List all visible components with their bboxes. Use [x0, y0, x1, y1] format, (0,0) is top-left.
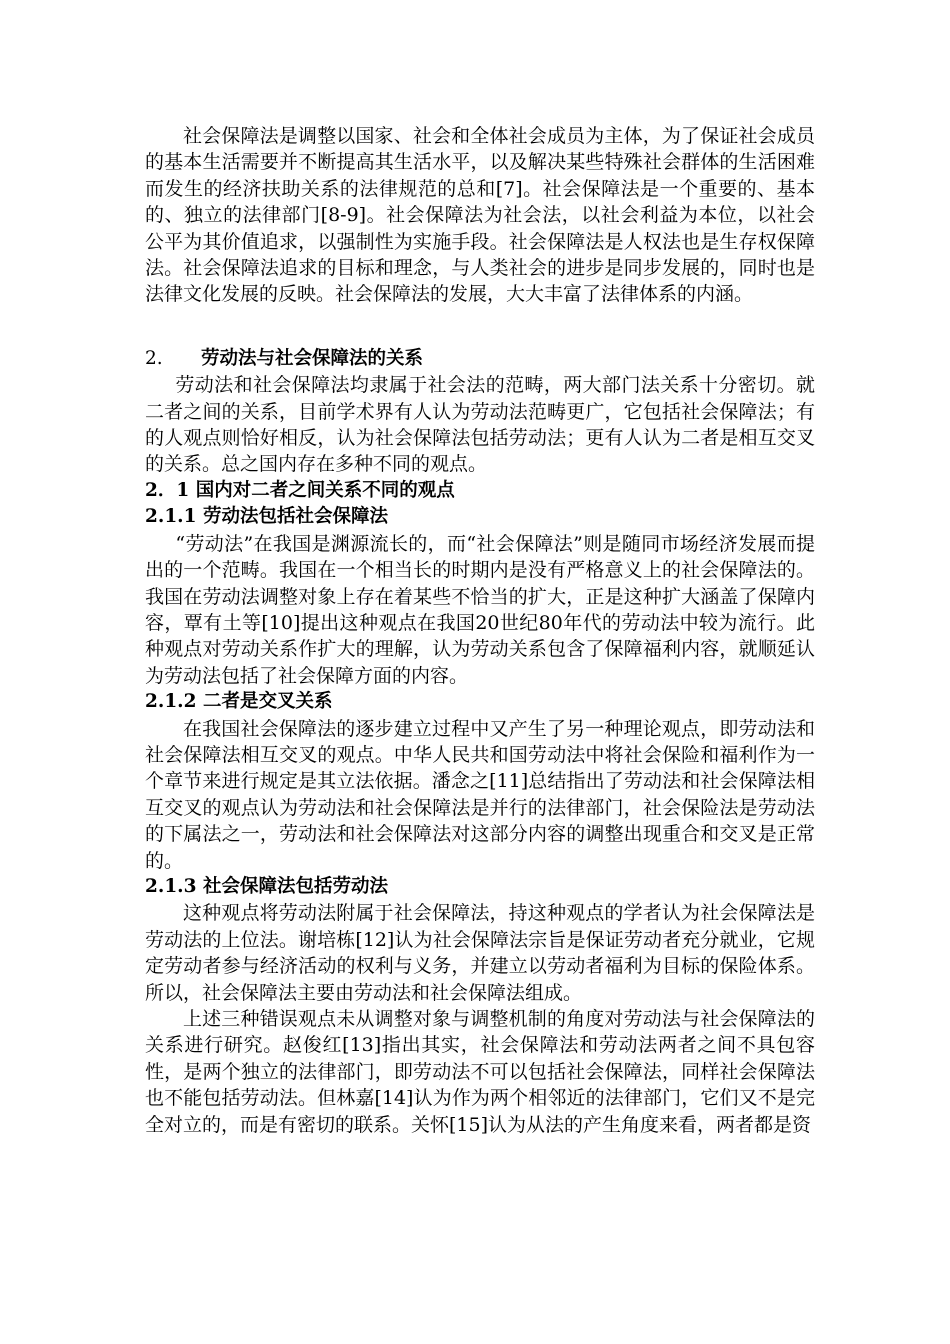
paragraph-social-security-includes: 这种观点将劳动法附属于社会保障法，持这种观点的学者认为社会保障法是劳动法的上位法。谢培栋[12]认为社会保障法宗旨是保证劳动者充分就业，它规定劳动者参与经济活动的权利与义务，并建立以劳动者福利为目标的保险体系。所以，社会保障法主要由劳动法和社会保障法组成。 — [145, 902, 815, 1004]
section-heading-2 — [145, 346, 815, 372]
paragraph-labor-law-includes: “劳动法”在我国是渊源流长的，而“社会保障法”则是随同市场经济发展而提出的一个范畴。我国在一个相当长的时期内是没有严格意义上的社会保障法的。我国在劳动法调整对象上存在着某些不恰当的扩大，正是这种扩大涵盖了保障内容，覃有土等[10]提出这种观点在我国20世纪80年代的劳动法中较为流行。此种观点对劳动关系作扩大的理解，认为劳动关系包含了保障福利内容，就顺延认为劳动法包括了社会保障方面的内容。 — [145, 532, 815, 687]
section-number: 2.1.3 — [145, 875, 197, 897]
paragraph-spacer — [145, 308, 815, 334]
section-heading-2-1-2 — [145, 689, 815, 715]
section-title: 社会保障法包括劳动法 — [202, 875, 388, 897]
section-number: 2.1.2 — [145, 691, 197, 713]
section-number: 2.1.1 — [145, 506, 197, 528]
document-body — [145, 123, 815, 1138]
paragraph-critique: 上述三种错误观点未从调整对象与调整机制的角度对劳动法与社会保障法的关系进行研究。赵俊红[13]指出其实，社会保障法和劳动法两者之间不具包容性，是两个独立的法律部门，即劳动法不可以包括社会保障法，同样社会保障法也不能包括劳动法。但林嘉[14]认为作为两个相邻近的法律部门，它们又不是完全对立的，而是有密切的联系。关怀[15]认为从法的产生角度来看，两者都是资 — [145, 1008, 815, 1136]
paragraph-cross-relationship: 在我国社会保障法的逐步建立过程中又产生了另一种理论观点，即劳动法和社会保障法相互交叉的观点。中华人民共和国劳动法中将社会保险和福利作为一个章节来进行规定是其立法依据。潘念之[11]总结指出了劳动法和社会保障法相互交叉的观点认为劳动法和社会保障法是并行的法律部门，社会保险法是劳动法的下属法之一，劳动法和社会保障法对这部分内容的调整出现重合和交叉是正常的。 — [145, 717, 815, 872]
section-heading-2-1 — [145, 478, 815, 504]
section-title: 国内对二者之间关系不同的观点 — [195, 479, 455, 501]
paragraph-relationship-intro: 劳动法和社会保障法均隶属于社会法的范畴，两大部门法关系十分密切。就二者之间的关系，目前学术界有人认为劳动法范畴更广，它包括社会保障法；有的人观点则恰好相反，认为社会保障法包括劳动法；更有人认为二者是相互交叉的关系。总之国内存在多种不同的观点。 — [145, 374, 815, 476]
section-title: 劳动法与社会保障法的关系 — [201, 347, 424, 369]
section-heading-2-1-1 — [145, 504, 815, 530]
section-title: 劳动法包括社会保障法 — [202, 506, 388, 528]
section-number: 2. — [145, 347, 163, 369]
paragraph-social-security-definition: 社会保障法是调整以国家、社会和全体社会成员为主体，为了保证社会成员的基本生活需要并不断提高其生活水平，以及解决某些特殊社会群体的生活困难而发生的经济扶助关系的法律规范的总和[7]。社会保障法是一个重要的、基本的、独立的法律部门[8-9]。社会保障法为社会法，以社会利益为本位，以社会公平为其价值追求，以强制性为实施手段。社会保障法是人权法也是生存权保障法。社会保障法追求的目标和理念，与人类社会的进步是同步发展的，同时也是法律文化发展的反映。社会保障法的发展，大大丰富了法律体系的内涵。 — [145, 125, 815, 306]
section-number: 2．1 — [145, 479, 190, 501]
section-heading-2-1-3 — [145, 874, 815, 900]
section-title: 二者是交叉关系 — [202, 691, 333, 713]
